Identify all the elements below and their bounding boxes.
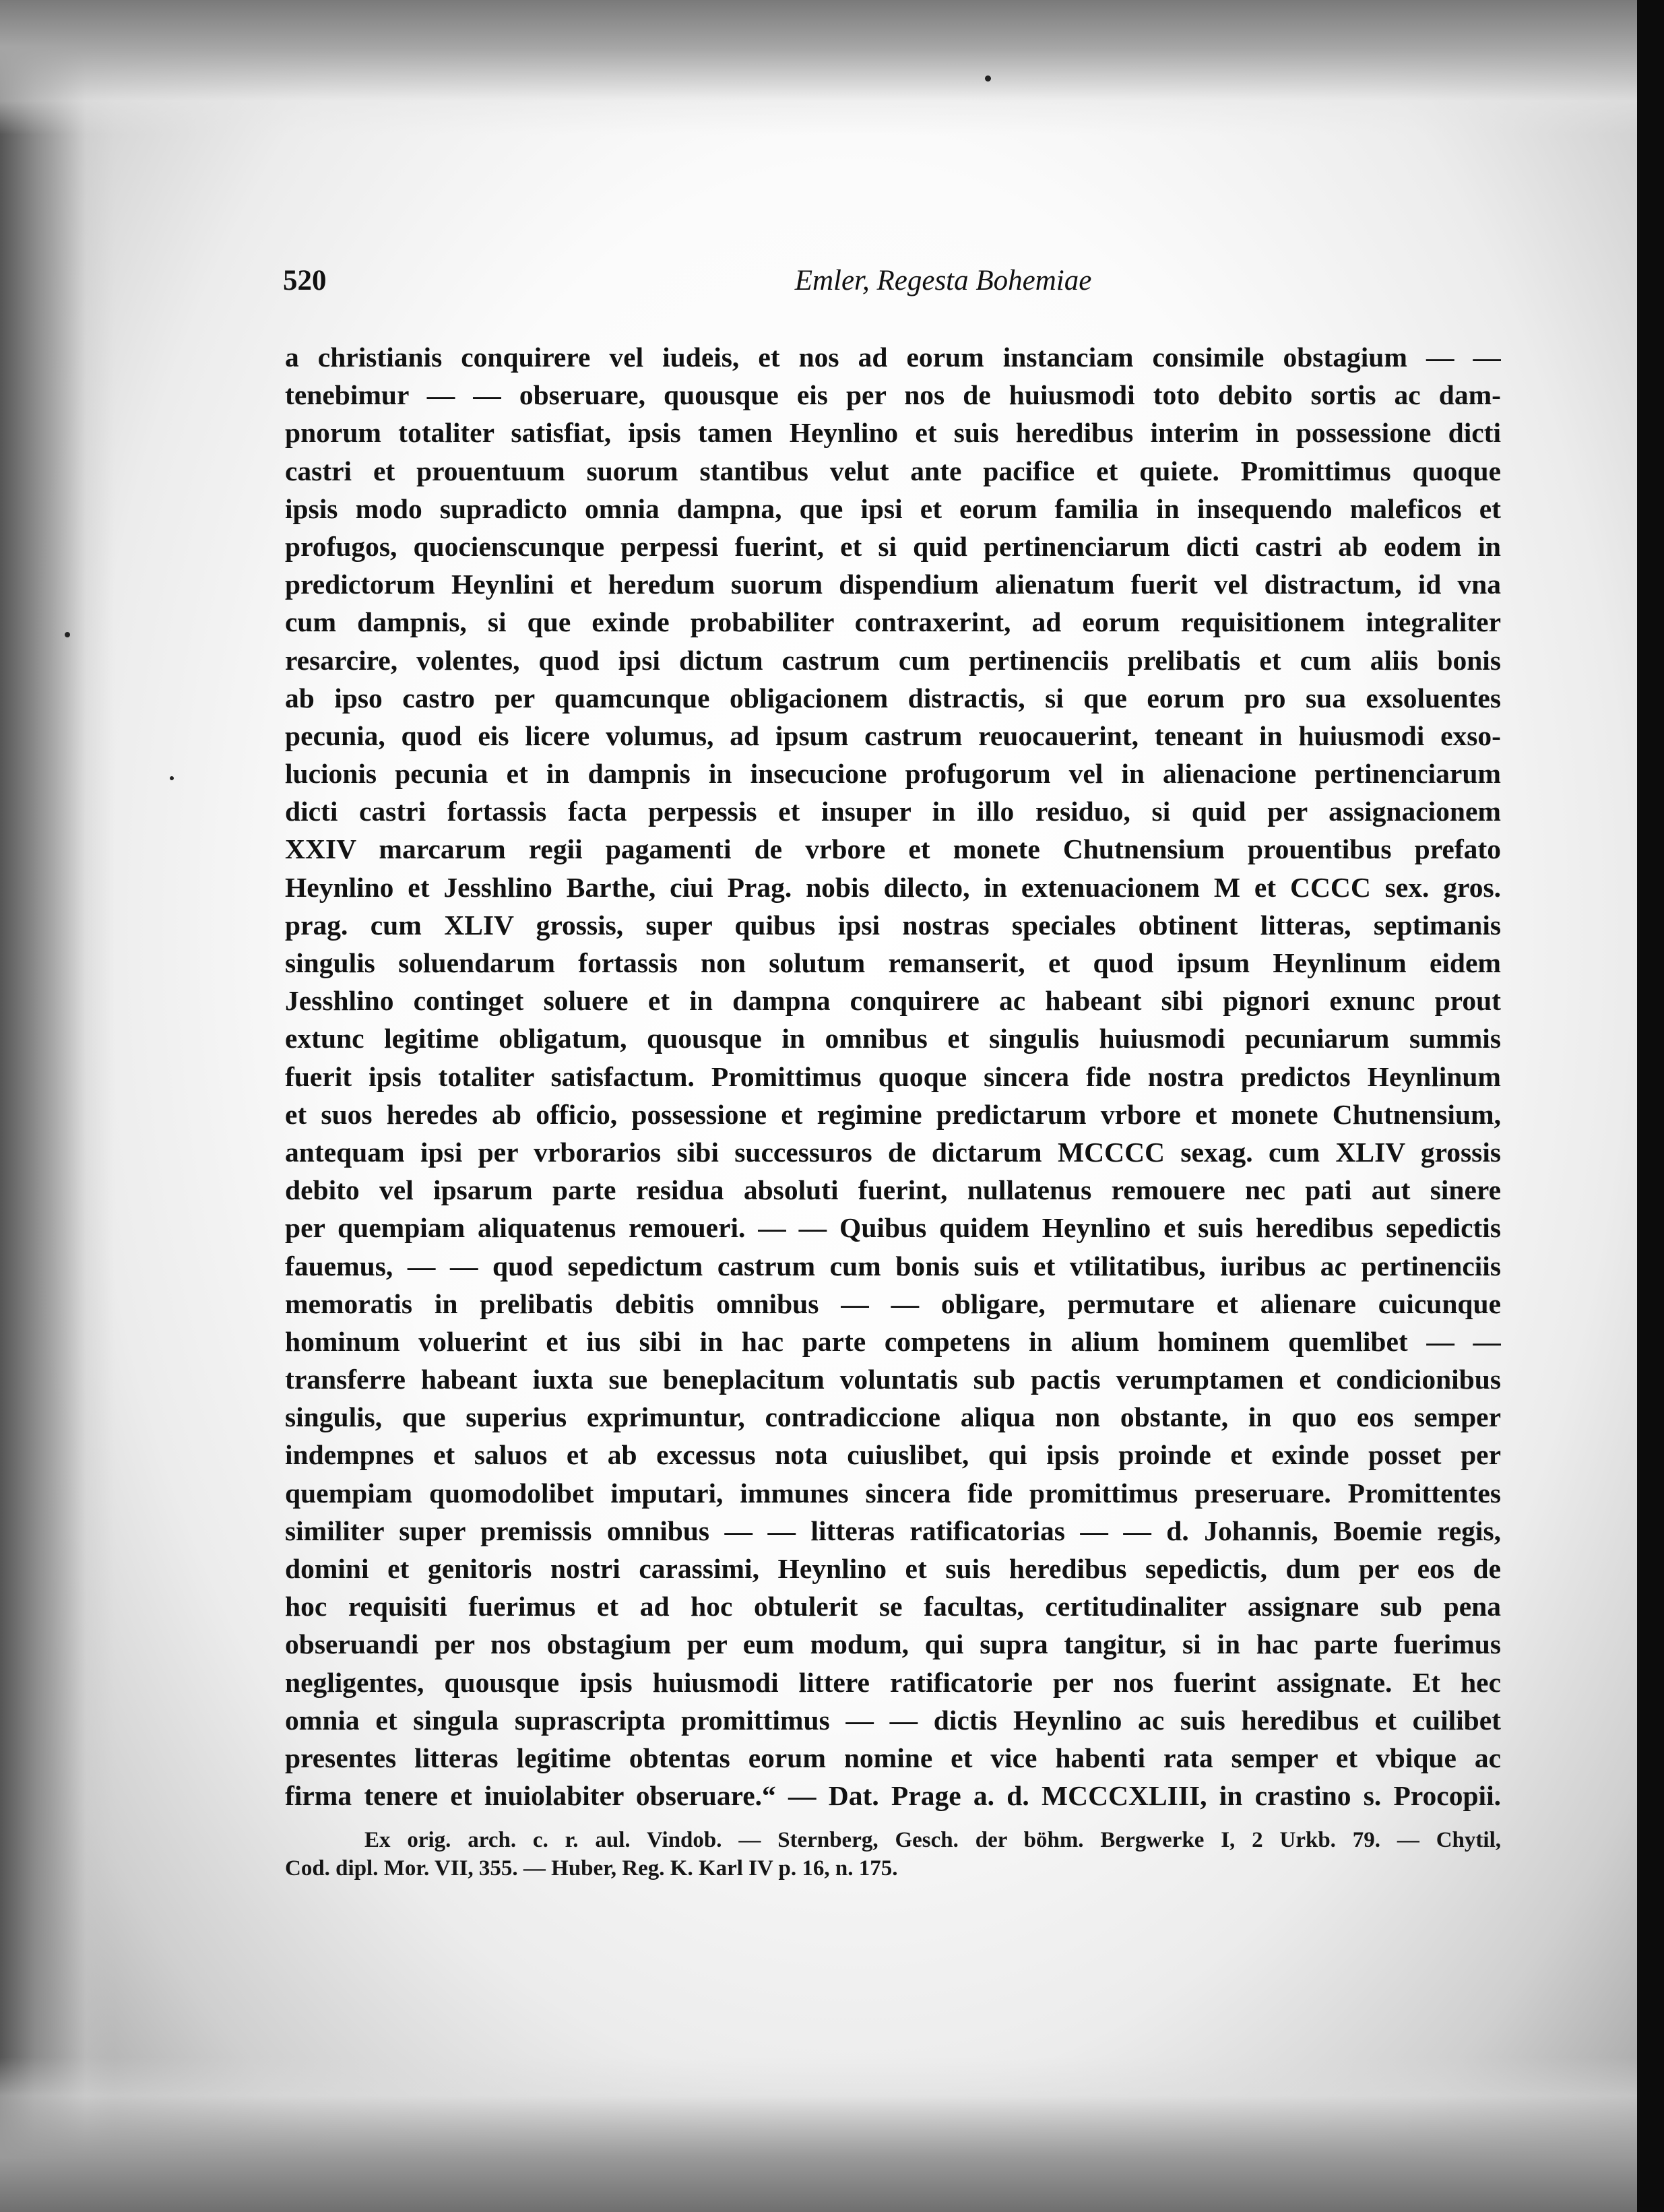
text-line: firma tenere et inuiolabiter obseruare.“ — Dat. Prage a. d. MCCCXLIII, in crastino s. Procopii. — [285, 1780, 1501, 1812]
text-line: omnia et singula suprascripta promittimus — — dictis Heynlino ac suis heredibus et cuilibet — [285, 1704, 1501, 1736]
page-number: 520 — [283, 265, 327, 296]
scan-speck — [65, 632, 70, 637]
text-line: antequam ipsi per vrborarios sibi successuros de dictarum MCCCC sexag. cum XLIV grossis — [285, 1136, 1501, 1168]
footnote-line: Cod. dipl. Mor. VII, 355. — Huber, Reg. K. Karl IV p. 16, n. 175. — [285, 1856, 898, 1881]
page-shadow-bottom — [0, 2057, 1644, 2212]
scan-speck — [170, 776, 174, 780]
text-line: extunc legitime obligatum, quousque in omnibus et singulis huiusmodi pecuniarum summis — [285, 1023, 1501, 1054]
text-line: hoc requisiti fuerimus et ad hoc obtulerit se facultas, certitudinaliter assignare sub pena — [285, 1591, 1501, 1622]
running-title: Emler, Regesta Bohemiae — [794, 265, 1092, 296]
text-line: indempnes et saluos et ab excessus nota cuiuslibet, qui ipsis proinde et exinde posset per — [285, 1439, 1501, 1471]
text-line: castri et prouentuum suorum stantibus velut ante pacifice et quiete. Promittimus quoque — [285, 455, 1501, 486]
text-line: predictorum Heynlini et heredum suorum dispendium alienatum fuerit vel distractum, id vna — [285, 569, 1501, 600]
document-body — [285, 338, 1501, 1814]
page-shadow-top — [0, 0, 1644, 135]
page-shadow-left — [0, 0, 115, 2212]
text-line: transferre habeant iuxta sue beneplacitum voluntatis sub pactis verumptamen et condicionibus — [285, 1364, 1501, 1395]
scan-border-right — [1637, 0, 1664, 2212]
text-line: a christianis conquirere vel iudeis, et nos ad eorum instanciam consimile obstagium — — — [285, 342, 1501, 373]
text-line: presentes litteras legitime obtentas eorum nomine et vice habenti rata semper et vbique ac — [285, 1742, 1501, 1773]
text-line: ipsis modo supradicto omnia dampna, que ipsi et eorum familia in insequendo maleficos et — [285, 493, 1501, 524]
text-line: Jesshlino continget soluere et in dampna conquirere ac habeant sibi pignori exnunc prout — [285, 985, 1501, 1017]
text-line: tenebimur — — obseruare, quousque eis per nos de huiusmodi toto debito sortis ac dam- — [285, 379, 1501, 411]
text-line: domini et genitoris nostri carassimi, Heynlino et suis heredibus sepedictis, dum per eos de — [285, 1553, 1501, 1584]
scan-speck — [985, 75, 991, 82]
text-line: cum dampnis, si que exinde probabiliter contraxerint, ad eorum requisitionem integraliter — [285, 606, 1501, 638]
text-line: et suos heredes ab officio, possessione et regimine predictarum vrbore et monete Chutnensium, — [285, 1098, 1501, 1130]
text-line: fuerit ipsis totaliter satisfactum. Promittimus quoque sincera fide nostra predictos Heynlinum — [285, 1061, 1501, 1092]
text-line: debito vel ipsarum parte residua absoluti fuerint, nullatenus remouere nec pati aut sinere — [285, 1174, 1501, 1206]
text-line: Heynlino et Jesshlino Barthe, ciui Prag. nobis dilecto, in extenuacionem M et CCCC sex. gros. — [285, 871, 1501, 903]
text-line: pecunia, quod eis licere volumus, ad ipsum castrum reuocauerint, teneant in huiusmodi exso- — [285, 720, 1501, 751]
text-line: fauemus, — — quod sepedictum castrum cum bonis suis et vtilitatibus, iuribus ac pertinenciis — [285, 1250, 1501, 1282]
text-line: singulis, que superius exprimuntur, contradiccione aliqua non obstante, in quo eos semper — [285, 1401, 1501, 1433]
text-line: similiter super premissis omnibus — — litteras ratificatorias — — d. Johannis, Boemie regis, — [285, 1515, 1501, 1546]
source-footnote — [285, 1826, 1501, 1883]
text-line: per quempiam aliquatenus remoueri. — — Quibus quidem Heynlino et suis heredibus sepedictis — [285, 1212, 1501, 1244]
text-line: XXIV marcarum regii pagamenti de vrbore et monete Chutnensium prouentibus prefato — [285, 833, 1501, 865]
text-line: profugos, quocienscunque perpessi fuerint, et si quid pertinenciarum dicti castri ab eodem in — [285, 530, 1501, 562]
text-line: resarcire, volentes, quod ipsi dictum castrum cum pertinenciis prelibatis et cum aliis bonis — [285, 644, 1501, 676]
text-line: hominum voluerint et ius sibi in hac parte competens in alium hominem quemlibet — — — [285, 1325, 1501, 1357]
text-line: negligentes, quousque ipsis huiusmodi littere ratificatorie per nos fuerint assignate. Et hec — [285, 1666, 1501, 1698]
text-line: quempiam quomodolibet imputari, immunes sincera fide promittimus preseruare. Promittentes — [285, 1477, 1501, 1509]
text-line: lucionis pecunia et in dampnis in insecucione profugorum vel in alienacione pertinenciarum — [285, 758, 1501, 790]
text-line: pnorum totaliter satisfiat, ipsis tamen Heynlino et suis heredibus interim in possessione dicti — [285, 417, 1501, 449]
footnote-line: Ex orig. arch. c. r. aul. Vindob. — Sternberg, Gesch. der böhm. Bergwerke I, 2 Urkb. 79. — Chytil, — [364, 1828, 1501, 1852]
text-line: dicti castri fortassis facta perpessis et insuper in illo residuo, si quid per assignacionem — [285, 796, 1501, 827]
text-line: singulis soluendarum fortassis non solutum remanserit, et quod ipsum Heynlinum eidem — [285, 947, 1501, 978]
text-line: ab ipso castro per quamcunque obligacionem distractis, si que eorum pro sua exsoluentes — [285, 682, 1501, 714]
page-header — [283, 264, 1496, 305]
text-line: memoratis in prelibatis debitis omnibus — — obligare, permutare et alienare cuicunque — [285, 1288, 1501, 1319]
text-line: prag. cum XLIV grossis, super quibus ipsi nostras speciales obtinent litteras, septimanis — [285, 909, 1501, 941]
text-line: obseruandi per nos obstagium per eum modum, qui supra tangitur, si in hac parte fuerimus — [285, 1629, 1501, 1660]
